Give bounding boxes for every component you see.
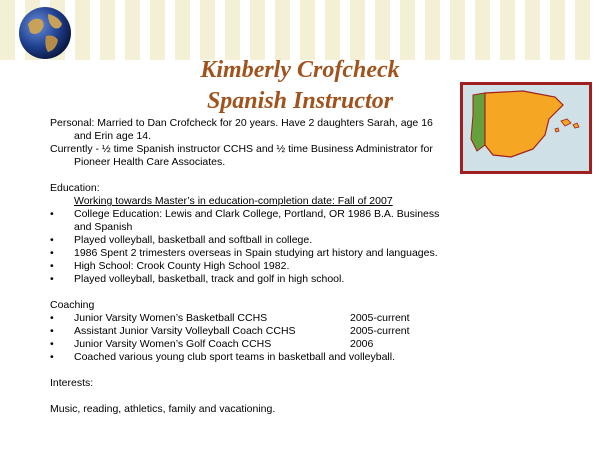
list-item: • Junior Varsity Women’s Basketball CCHS 2005-current bbox=[50, 312, 410, 324]
currently-line: Currently - ½ time Spanish instructor CCHS and ½ time Business Administrator for Pioneer Health Care Associates. bbox=[50, 143, 433, 168]
bullet-icon: • bbox=[50, 260, 54, 272]
page-subtitle: Spanish Instructor bbox=[206, 88, 394, 114]
list-item: • Coached various young club sport teams in basketball and volleyball. bbox=[50, 351, 396, 363]
bullet-icon: • bbox=[50, 273, 54, 285]
interests-text: Music, reading, athletics, family and vacationing. bbox=[50, 403, 276, 415]
list-item: • Played volleyball, basketball, track and golf in high school. bbox=[50, 273, 345, 285]
list-item: • High School: Crook County High School 1982. bbox=[50, 260, 290, 272]
list-item: • Junior Varsity Women’s Golf Coach CCHS 2006 bbox=[50, 338, 374, 350]
coaching-heading: Coaching bbox=[50, 299, 95, 311]
spain-map-icon bbox=[460, 82, 592, 174]
list-item: • Assistant Junior Varsity Volleyball Coach CCHS 2005-current bbox=[50, 325, 410, 337]
page-title: Kimberly Crofcheck bbox=[200, 57, 400, 83]
bullet-icon: • bbox=[50, 338, 54, 350]
masters-line: Working towards Master’s in education-completion date: Fall of 2007 bbox=[74, 195, 393, 207]
globe-icon bbox=[18, 6, 72, 60]
bullet-icon: • bbox=[50, 351, 54, 363]
list-item: • 1986 Spent 2 trimesters overseas in Spain studying art history and languages. bbox=[50, 247, 438, 259]
education-heading: Education: bbox=[50, 182, 100, 194]
bullet-icon: • bbox=[50, 208, 54, 220]
bullet-icon: • bbox=[50, 312, 54, 324]
interests-heading: Interests: bbox=[50, 377, 94, 389]
resume-content bbox=[50, 117, 450, 416]
bullet-icon: • bbox=[50, 247, 54, 259]
list-item: • College Education: Lewis and Clark College, Portland, OR 1986 B.A. Business and Spanish bbox=[50, 208, 440, 233]
bullet-icon: • bbox=[50, 234, 54, 246]
list-item: • Played volleyball, basketball and softball in college. bbox=[50, 234, 313, 246]
bullet-icon: • bbox=[50, 325, 54, 337]
header-stripes bbox=[0, 0, 600, 60]
personal-line: Personal: Married to Dan Crofcheck for 20 years. Have 2 daughters Sarah, age 16 and Erin age 14. bbox=[50, 117, 433, 142]
